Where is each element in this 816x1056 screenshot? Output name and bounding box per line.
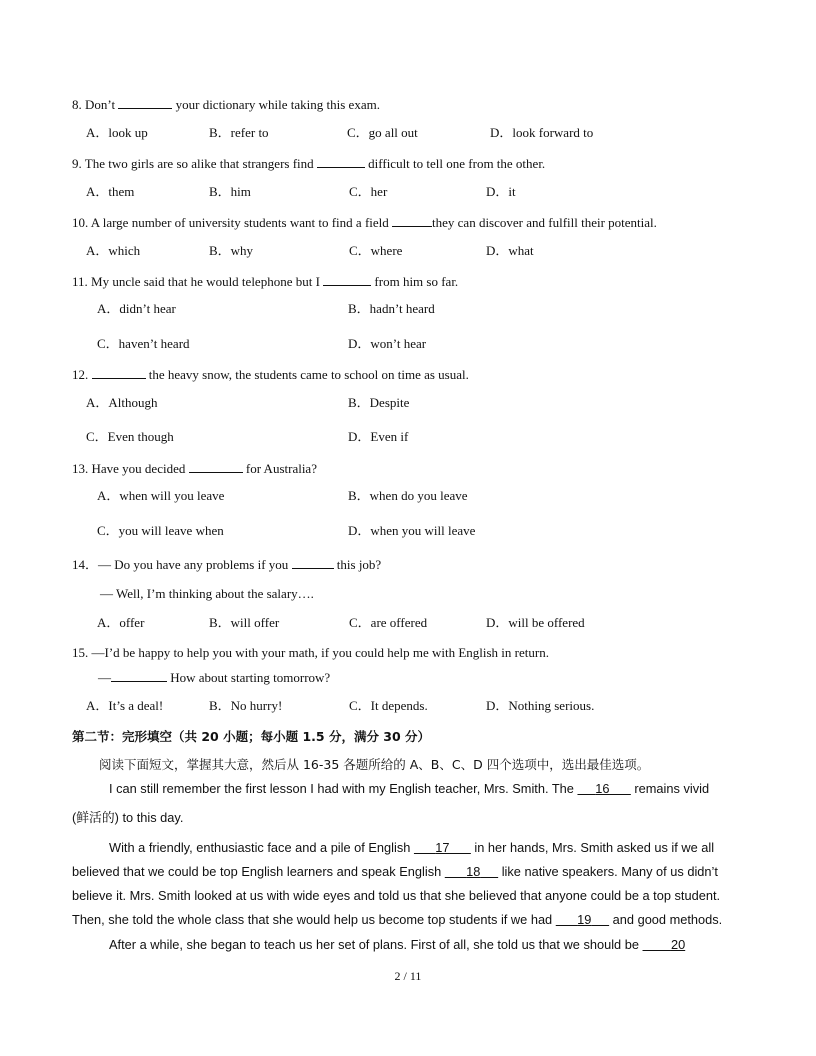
option-a: A．when will you leave xyxy=(97,488,225,503)
option-c: C．you will leave when xyxy=(97,523,224,538)
page-number: 2 / 11 xyxy=(394,969,422,983)
option-d: D．Nothing serious. xyxy=(486,698,595,713)
answer-blank xyxy=(292,556,334,569)
option-c: C．where xyxy=(349,243,403,258)
answer-blank xyxy=(323,273,371,286)
question-11-stem xyxy=(72,273,458,290)
cloze-blank-16 xyxy=(577,781,630,796)
dash: — xyxy=(98,670,111,685)
option-a: A．look up xyxy=(86,125,148,140)
cloze-blank-17 xyxy=(414,840,471,855)
option-d: D．look forward to xyxy=(490,125,594,140)
dialogue-reply: — Well, I’m thinking about the salary…. xyxy=(100,586,314,601)
passage-text: Then, she told the whole class that she would help us become top students if we had xyxy=(72,912,553,927)
option-c: C．are offered xyxy=(349,615,428,630)
passage-line xyxy=(109,840,714,856)
question-13-stem xyxy=(72,460,317,477)
dialogue-reply xyxy=(98,669,330,686)
passage-line xyxy=(72,912,722,928)
blank-number: 20 xyxy=(670,937,686,952)
option-a: A．Although xyxy=(86,395,158,410)
passage-text: and good methods. xyxy=(612,912,723,927)
question-text: your dictionary while taking this exam. xyxy=(175,97,380,112)
question-text: for Australia? xyxy=(245,461,317,476)
option-c: C．It depends. xyxy=(349,698,428,713)
answer-blank xyxy=(92,366,146,379)
option-b: B．when do you leave xyxy=(348,488,468,503)
question-text: they can discover and fulfill their potential. xyxy=(432,215,657,230)
option-b: B．why xyxy=(209,243,254,258)
option-c: C．go all out xyxy=(347,125,418,140)
question-9-stem xyxy=(72,155,545,172)
passage-text: After a while, she began to teach us her set of plans. First of all, she told us that we should be xyxy=(109,937,639,952)
option-b: B．will offer xyxy=(209,615,280,630)
option-d: D．won’t hear xyxy=(348,336,427,351)
option-d: D．what xyxy=(486,243,534,258)
question-text: difficult to tell one from the other. xyxy=(368,156,546,171)
question-12-stem xyxy=(72,366,469,383)
question-text: How about starting tomorrow? xyxy=(170,670,331,685)
passage-line xyxy=(109,937,685,953)
passage-text: I can still remember the first lesson I had with my English teacher, Mrs. Smith. The xyxy=(109,781,574,796)
section-instruction: 阅读下面短文，掌握其大意，然后从 16-35 各题所给的 A、B、C、D 四个选项中，选出最佳选项。 xyxy=(99,757,650,772)
question-text: this job? xyxy=(336,557,382,572)
option-d: D．Even if xyxy=(348,429,409,444)
question-text: 14．— Do you have any problems if you xyxy=(72,557,289,572)
question-15-stem: 15. —I’d be happy to help you with your math, if you could help me with English in return. xyxy=(72,645,549,660)
passage-line xyxy=(72,864,718,880)
option-a: A．didn’t hear xyxy=(97,301,176,316)
option-c: C．her xyxy=(349,184,388,199)
question-text: 9. The two girls are so alike that strangers find xyxy=(72,156,314,171)
option-a: A．which xyxy=(86,243,141,258)
option-b: B．hadn’t heard xyxy=(348,301,435,316)
option-a: A．them xyxy=(86,184,135,199)
question-text: the heavy snow, the students came to school on time as usual. xyxy=(148,367,469,382)
blank-number: 16 xyxy=(595,781,610,796)
option-d: D．it xyxy=(486,184,516,199)
blank-number: 19 xyxy=(577,912,592,927)
answer-blank xyxy=(392,214,432,227)
option-d: D．when you will leave xyxy=(348,523,476,538)
option-a: A．It’s a deal! xyxy=(86,698,164,713)
option-b: B．refer to xyxy=(209,125,269,140)
passage-text: remains vivid xyxy=(634,781,710,796)
option-d: D．will be offered xyxy=(486,615,585,630)
question-text: from him so far. xyxy=(374,274,459,289)
option-b: B．No hurry! xyxy=(209,698,283,713)
blank-number: 18 xyxy=(466,864,481,879)
option-c: C．haven’t heard xyxy=(97,336,190,351)
question-text: 13. Have you decided xyxy=(72,461,186,476)
answer-blank xyxy=(317,155,365,168)
question-text: 8. Don’t xyxy=(72,97,116,112)
question-14-stem xyxy=(72,556,381,573)
answer-blank xyxy=(111,669,167,682)
passage-line xyxy=(109,781,709,797)
option-a: A．offer xyxy=(97,615,145,630)
question-text: 12. xyxy=(72,367,89,382)
passage-text: in her hands, Mrs. Smith asked us if we all xyxy=(474,840,715,855)
passage-text: believed that we could be top English learners and speak English xyxy=(72,864,442,879)
section-title: 第二节：完形填空（共 20 小题；每小题 1.5 分，满分 30 分） xyxy=(72,729,431,744)
question-8-stem xyxy=(72,96,380,113)
answer-blank xyxy=(118,96,172,109)
passage-line: (鲜活的) to this day. xyxy=(72,810,184,825)
question-text: 10. A large number of university students want to find a field xyxy=(72,215,389,230)
cloze-blank-18 xyxy=(445,864,498,879)
question-10-stem xyxy=(72,214,657,231)
question-text: 11. My uncle said that he would telephone but I xyxy=(72,274,320,289)
passage-text: With a friendly, enthusiastic face and a pile of English xyxy=(109,840,411,855)
answer-blank xyxy=(189,460,243,473)
cloze-blank-19 xyxy=(556,912,609,927)
cloze-blank-20 xyxy=(643,937,686,952)
option-c: C．Even though xyxy=(86,429,174,444)
passage-line: believe it. Mrs. Smith looked at us with wide eyes and told us that she believed that anyone could be a top student. xyxy=(72,888,721,903)
passage-text: like native speakers. Many of us didn’t xyxy=(501,864,718,879)
option-b: B．Despite xyxy=(348,395,410,410)
blank-number: 17 xyxy=(435,840,450,855)
option-b: B．him xyxy=(209,184,251,199)
